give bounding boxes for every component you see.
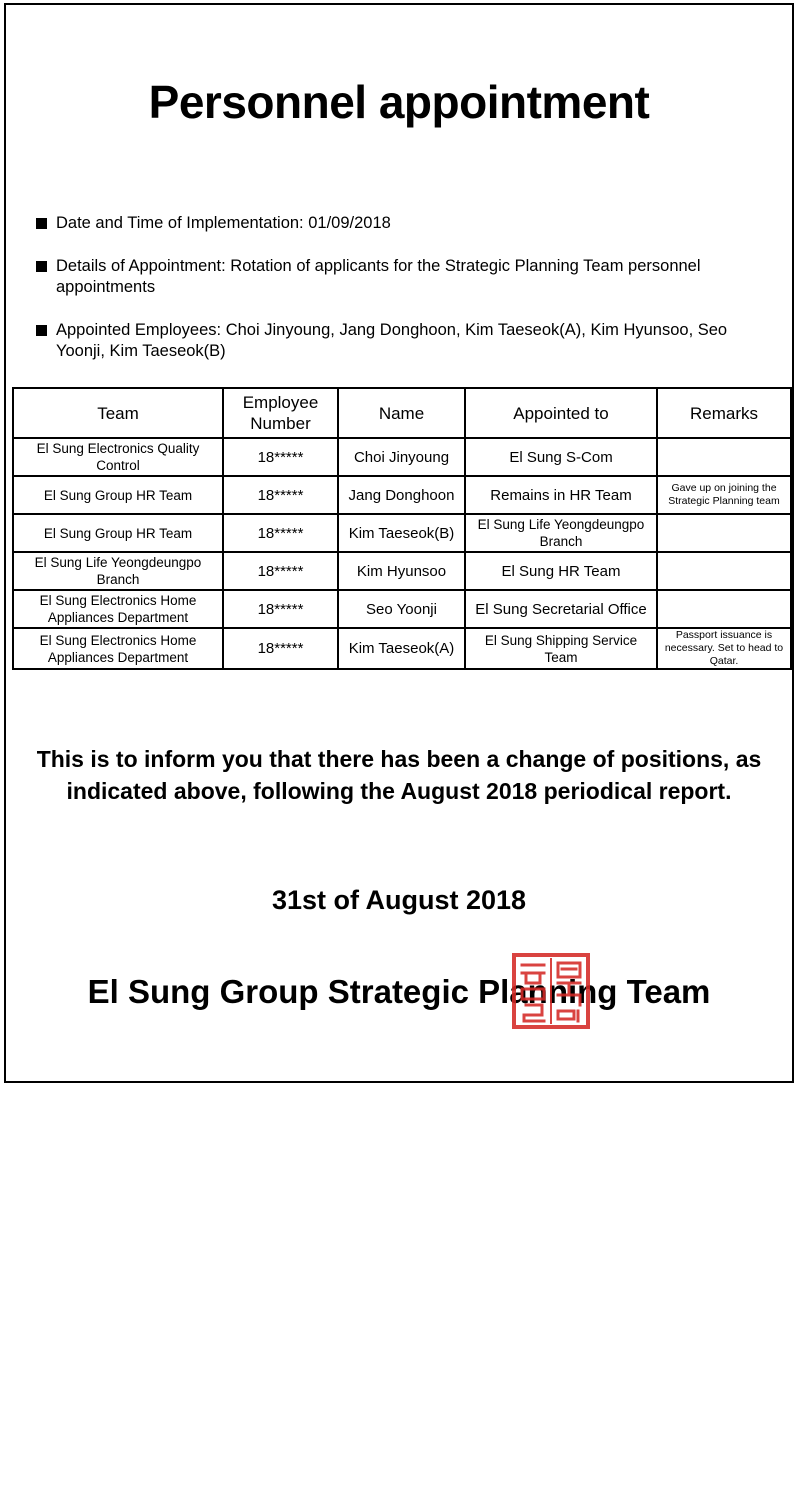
cell-appointed-to: El Sung Shipping Service Team [465,628,657,669]
cell-team: El Sung Electronics Home Appliances Department [13,590,223,628]
appointed-employees-item [36,320,780,362]
cell-employee-number: 18***** [223,514,338,552]
implementation-date-item [36,213,780,234]
table-row [13,514,791,552]
cell-remarks [657,590,791,628]
appointment-document [4,3,794,1083]
document-title: Personnel appointment [148,76,650,128]
table-row [13,590,791,628]
cell-appointed-to: El Sung HR Team [465,552,657,590]
cell-employee-number: 18***** [223,476,338,514]
document-date: 31st of August 2018 [271,885,527,915]
bullet-value: 01/09/2018 [308,214,391,232]
cell-employee-number: 18***** [223,590,338,628]
table-header-row [13,388,791,438]
header-employee-number: Employee Number [223,388,338,438]
cell-remarks [657,438,791,476]
cell-name: Jang Donghoon [338,476,465,514]
table-row [13,476,791,514]
bullet-value: Rotation of applicants for the Strategic Planning Team personnel appointments [56,257,701,296]
bullet-square-icon [36,261,47,272]
cell-team: El Sung Group HR Team [13,476,223,514]
cell-name: Kim Taeseok(B) [338,514,465,552]
table-row [13,438,791,476]
header-name: Name [338,388,465,438]
appointment-details-item [36,256,780,298]
cell-appointed-to: El Sung Life Yeongdeungpo Branch [465,514,657,552]
cell-remarks: Passport issuance is necessary. Set to head to Qatar. [657,628,791,669]
cell-team: El Sung Life Yeongdeungpo Branch [13,552,223,590]
cell-team: El Sung Electronics Home Appliances Department [13,628,223,669]
bullet-label: Date and Time of Implementation: [56,214,304,232]
cell-remarks: Gave up on joining the Strategic Planning team [657,476,791,514]
cell-appointed-to: El Sung Secretarial Office [465,590,657,628]
header-team: Team [13,388,223,438]
cell-name: Kim Taeseok(A) [338,628,465,669]
cell-appointed-to: El Sung S-Com [465,438,657,476]
notice-text: This is to inform you that there has been a change of positions, as indicated above, following the August 2018 periodical report. [36,746,762,804]
bullet-square-icon [36,218,47,229]
bullet-label: Details of Appointment: [56,257,226,275]
cell-team: El Sung Group HR Team [13,514,223,552]
cell-appointed-to: Remains in HR Team [465,476,657,514]
header-appointed-to: Appointed to [465,388,657,438]
cell-remarks [657,552,791,590]
issuing-organization: El Sung Group Strategic Planning Team [87,973,711,1010]
bullet-square-icon [36,325,47,336]
header-remarks: Remarks [657,388,791,438]
cell-employee-number: 18***** [223,438,338,476]
bullet-value: Choi Jinyoung, Jang Donghoon, Kim Taeseok(A), Kim Hyunsoo, Seo Yoonji, Kim Taeseok(B) [56,321,728,360]
cell-remarks [657,514,791,552]
table-row [13,552,791,590]
table-row [13,628,791,669]
cell-name: Seo Yoonji [338,590,465,628]
cell-name: Kim Hyunsoo [338,552,465,590]
cell-team: El Sung Electronics Quality Control [13,438,223,476]
appointment-details [36,213,780,384]
cell-employee-number: 18***** [223,552,338,590]
official-seal-icon [512,953,590,1029]
cell-name: Choi Jinyoung [338,438,465,476]
bullet-label: Appointed Employees: [56,321,222,339]
appointment-table [12,387,792,670]
cell-employee-number: 18***** [223,628,338,669]
